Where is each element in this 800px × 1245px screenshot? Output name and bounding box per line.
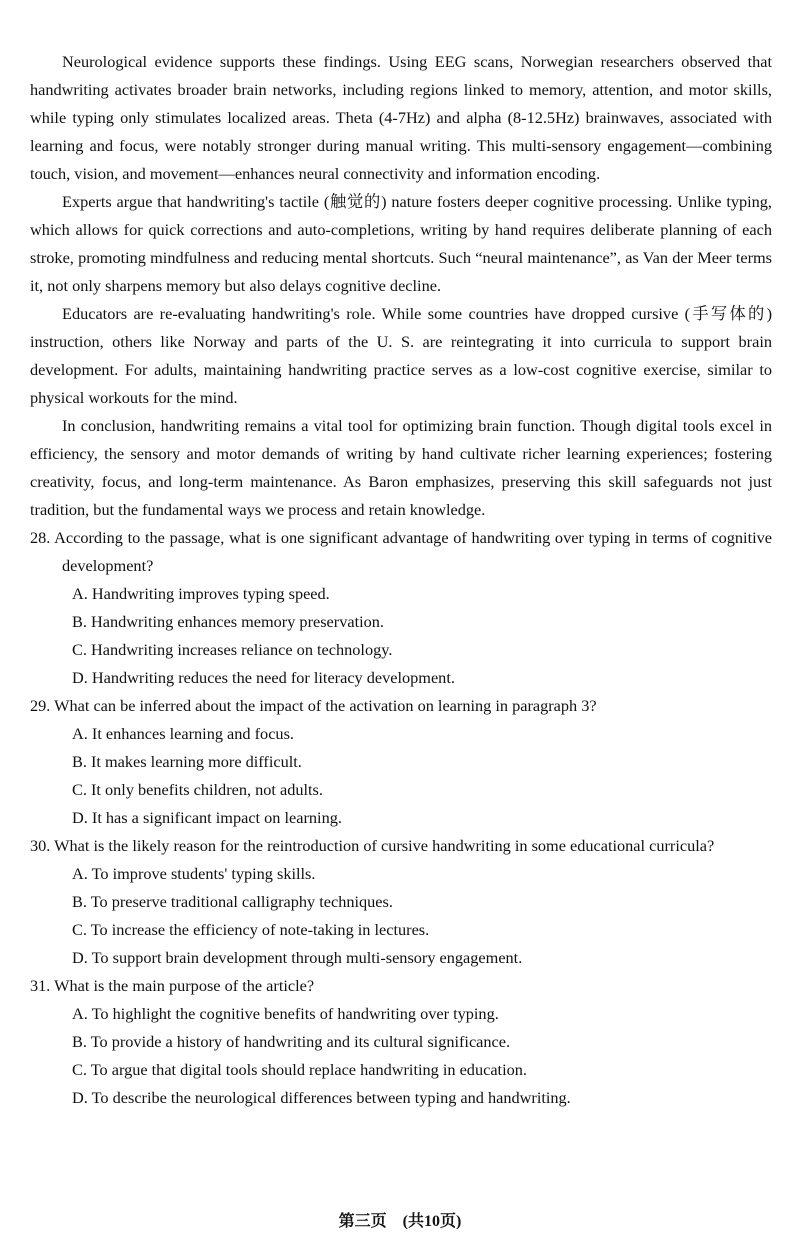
passage-paragraph-4: In conclusion, handwriting remains a vital tool for optimizing brain function. Though digital tools excel in efficiency, the sensory and motor demands of writing by hand cultivate richer learning experiences; fostering creativity, focus, and long-term maintenance. As Baron emphasizes, preserving this skill safeguards not just tradition, but the fundamental ways we process and retain knowledge. [30,416,772,519]
option-b: B. To provide a history of handwriting and its cultural significance. [72,1032,511,1051]
option-b: B. To preserve traditional calligraphy techniques. [72,892,393,911]
passage-paragraph-2: Experts argue that handwriting's tactile (触觉的) nature fosters deeper cognitive processing. Unlike typing, which allows for quick corrections and auto-completions, writing by hand requires deliberate planning of each stroke, promoting mindfulness and reducing mental shortcuts. Such “neural maintenance”, as Van der Meer terms it, not only sharpens memory but also delays cognitive decline. [30,192,772,295]
option-a: A. It enhances learning and focus. [72,724,294,743]
option-d: D. It has a significant impact on learning. [72,808,342,827]
option-d: D. To describe the neurological differences between typing and handwriting. [72,1088,571,1107]
option-a: A. To highlight the cognitive benefits of handwriting over typing. [72,1004,499,1023]
option-b: B. It makes learning more difficult. [72,752,302,771]
question-stem: 29. What can be inferred about the impact of the activation on learning in paragraph 3? [30,696,597,715]
option-c: C. It only benefits children, not adults. [72,780,323,799]
passage-paragraph-3: Educators are re-evaluating handwriting's role. While some countries have dropped cursive (手写体的) instruction, others like Norway and parts of the U. S. are reintegrating it into curricula to support brain development. For adults, maintaining handwriting practice serves as a low-cost cognitive exercise, similar to physical workouts for the mind. [30,304,772,407]
option-c: C. To increase the efficiency of note-taking in lectures. [72,920,430,939]
page-footer [0,1208,800,1236]
option-c: C. To argue that digital tools should replace handwriting in education. [72,1060,527,1079]
exam-page [30,48,772,1112]
page-total: (共10页) [402,1213,462,1230]
option-a: A. Handwriting improves typing speed. [72,584,330,603]
page-number: 第三页 [338,1213,387,1230]
option-a: A. To improve students' typing skills. [72,864,316,883]
option-c: C. Handwriting increases reliance on technology. [72,640,393,659]
question-29 [30,692,772,832]
question-stem: 30. What is the likely reason for the reintroduction of cursive handwriting in some educational curricula? [30,836,715,855]
question-28 [30,524,772,692]
passage-paragraph-1: Neurological evidence supports these findings. Using EEG scans, Norwegian researchers observed that handwriting activates broader brain networks, including regions linked to memory, attention, and motor skills, while typing only stimulates localized areas. Theta (4-7Hz) and alpha (8-12.5Hz) brainwaves, associated with learning and focus, were notably stronger during manual writing. This multi-sensory engagement—combining touch, vision, and movement—enhances neural connectivity and information encoding. [30,52,772,183]
question-30 [30,832,772,972]
option-b: B. Handwriting enhances memory preservation. [72,612,384,631]
option-d: D. To support brain development through multi-sensory engagement. [72,948,523,967]
option-d: D. Handwriting reduces the need for literacy development. [72,668,455,687]
question-31 [30,972,772,1112]
question-stem: 28. According to the passage, what is one significant advantage of handwriting over typing in terms of cognitive development? [30,528,772,575]
question-stem: 31. What is the main purpose of the article? [30,976,315,995]
